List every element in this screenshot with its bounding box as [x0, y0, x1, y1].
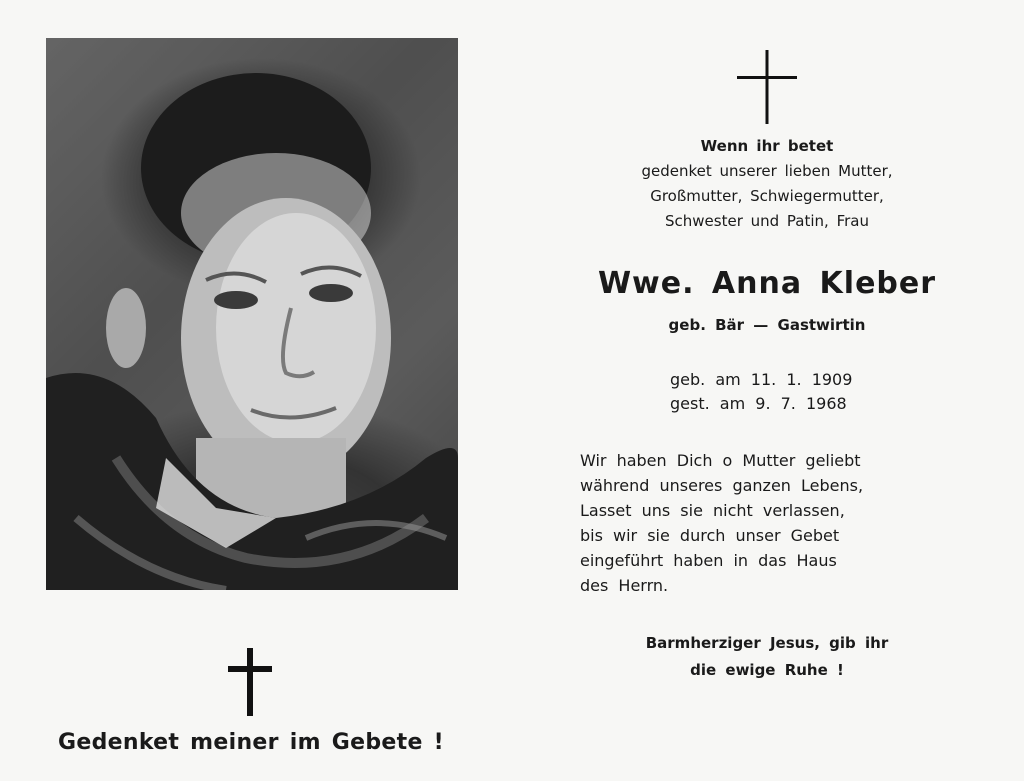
verse-line: während unseres ganzen Lebens,	[580, 476, 864, 495]
intro-text	[560, 134, 974, 234]
latin-cross-icon	[228, 648, 272, 716]
verse-line: Lasset uns sie nicht verlassen,	[580, 501, 845, 520]
left-panel	[0, 0, 510, 781]
birth-name-occupation: geb. Bär — Gastwirtin	[668, 316, 866, 334]
deceased-name: Wwe. Anna Kleber	[597, 266, 937, 301]
life-dates	[670, 368, 890, 416]
verse-text	[580, 448, 960, 598]
closing-line: Gedenket meiner im Gebete !	[58, 730, 444, 755]
prayer-line: die ewige Ruhe !	[690, 661, 844, 679]
intro-line: gedenket unserer lieben Mutter,	[641, 162, 893, 180]
verse-line: eingeführt haben in das Haus	[580, 551, 837, 570]
intro-line: Schwester und Patin, Frau	[665, 212, 869, 230]
prayer-line: Barmherziger Jesus, gib ihr	[645, 634, 889, 652]
verse-line: bis wir sie durch unser Gebet	[580, 526, 840, 545]
prayer-text	[560, 630, 974, 684]
intro-line: Großmutter, Schwiegermutter,	[650, 187, 884, 205]
portrait-illustration	[46, 38, 458, 590]
right-panel	[560, 0, 980, 781]
birth-date: geb. am 11. 1. 1909	[670, 370, 853, 389]
verse-line: des Herrn.	[580, 576, 669, 595]
death-date: gest. am 9. 7. 1968	[670, 394, 847, 413]
latin-cross-icon	[737, 50, 797, 124]
verse-line: Wir haben Dich o Mutter geliebt	[580, 451, 861, 470]
intro-line: Wenn ihr betet	[700, 137, 834, 155]
portrait-photo	[46, 38, 458, 590]
